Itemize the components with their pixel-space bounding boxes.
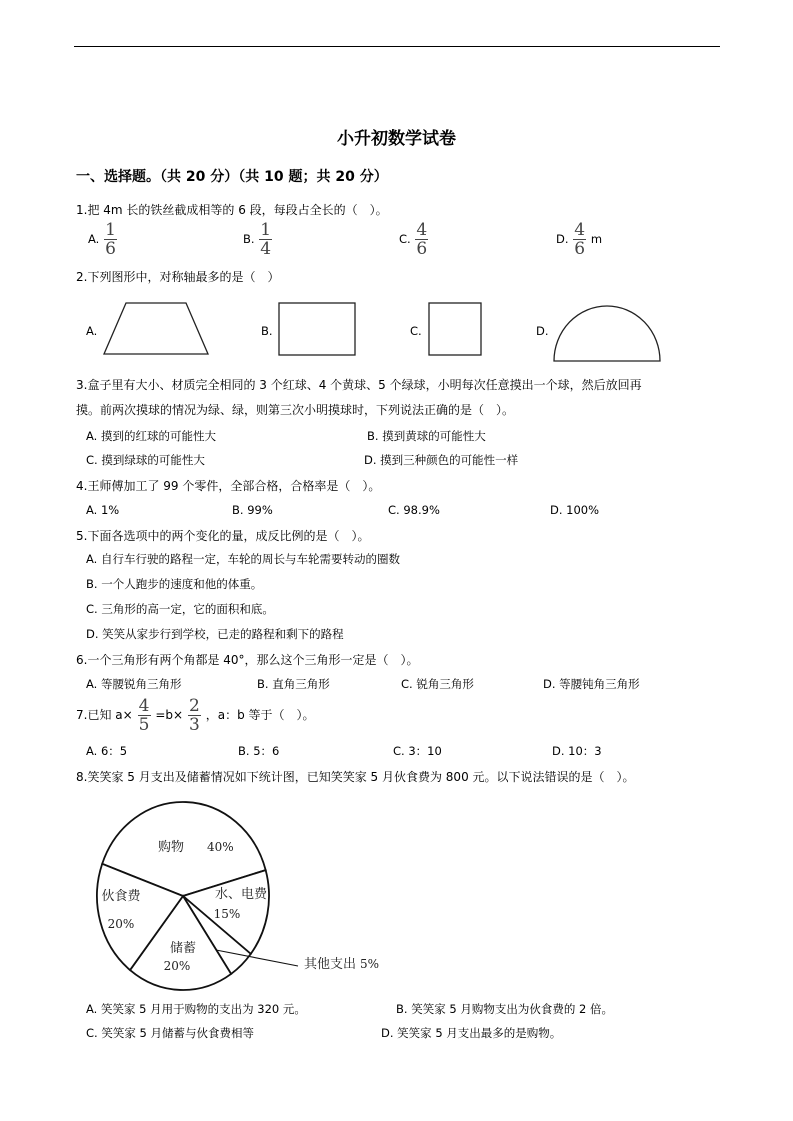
q7-option-b[interactable]: B. 5：6 — [238, 744, 280, 758]
q7-fraction-1: $\frac{4}{5}$ — [138, 696, 150, 735]
page-title: 小升初数学试卷 — [337, 129, 456, 149]
section-heading: 一、选择题。（共 20 分）（共 10 题；共 20 分） — [76, 169, 388, 185]
q4-option-a[interactable]: A. 1% — [86, 503, 120, 517]
square-figure — [426, 300, 486, 358]
q2-option-a[interactable]: A. — [86, 324, 98, 338]
q2-option-d[interactable]: D. — [536, 324, 549, 338]
q1-option-c[interactable]: C. $\frac{4}{6}$ — [399, 220, 428, 259]
q8-option-c[interactable]: C. 笑笑家 5 月储蓄与伙食费相等 — [86, 1026, 254, 1040]
q5-option-d[interactable]: D. 笑笑从家步行到学校，已走的路程和剩下的路程 — [86, 627, 344, 641]
q5-option-b[interactable]: B. 一个人跑步的速度和他的体重。 — [86, 577, 263, 591]
q7-option-c[interactable]: C. 3：10 — [393, 744, 442, 758]
q8-option-a[interactable]: A. 笑笑家 5 月用于购物的支出为 320 元。 — [86, 1002, 306, 1016]
pie-percent-label: 15% — [213, 907, 241, 921]
header-rule — [74, 46, 720, 47]
q1-option-a[interactable]: A. $\frac{1}{6}$ — [88, 220, 116, 259]
q2-option-b[interactable]: B. — [261, 324, 273, 338]
semicircle-figure — [550, 302, 664, 364]
q4-stem: 4.王师傅加工了 99 个零件，全部合格，合格率是（ ）。 — [76, 479, 381, 493]
q3-option-a[interactable]: A. 摸到的红球的可能性大 — [86, 429, 216, 443]
rectangle-figure — [276, 300, 358, 358]
pie-label: 其他支出 — [304, 957, 357, 972]
q1-c-fraction: $\frac{4}{6}$ — [416, 220, 428, 259]
q7-stem: 7.已知 a× $\frac{4}{5}$ =b× $\frac{2}{3}$ ，a：b 等于（ ）。 — [76, 696, 315, 735]
pie-percent-label: 40% — [207, 840, 234, 854]
q2-stem: 2.下列图形中，对称轴最多的是（ ） — [76, 270, 280, 284]
q8-option-d[interactable]: D. 笑笑家 5 月支出最多的是购物。 — [381, 1026, 562, 1040]
q1-d-fraction: $\frac{4}{6}$ — [574, 220, 586, 259]
q6-option-b[interactable]: B. 直角三角形 — [257, 677, 330, 691]
pie-percent-label: 20% — [163, 959, 191, 973]
q8-stem: 8.笑笑家 5 月支出及储蓄情况如下统计图，已知笑笑家 5 月伙食费为 800 元。以下说法错误的是（ ）。 — [76, 770, 635, 784]
q6-option-a[interactable]: A. 等腰锐角三角形 — [86, 677, 182, 691]
pie-chart — [88, 796, 398, 996]
q8-option-b[interactable]: B. 笑笑家 5 月购物支出为伙食费的 2 倍。 — [396, 1002, 613, 1016]
pie-percent-label: 5% — [360, 957, 380, 971]
pie-label: 水、电费 — [214, 887, 268, 902]
pie-percent-label: 20% — [107, 917, 135, 931]
q6-option-d[interactable]: D. 等腰钝角三角形 — [543, 677, 640, 691]
q3-stem-line1: 3.盒子里有大小、材质完全相同的 3 个红球、4 个黄球、5 个绿球，小明每次任意摸出一个球，然后放回再 — [76, 378, 642, 392]
q6-option-c[interactable]: C. 锐角三角形 — [401, 677, 474, 691]
q1-b-fraction: $\frac{1}{4}$ — [260, 220, 272, 259]
q3-option-c[interactable]: C. 摸到绿球的可能性大 — [86, 453, 205, 467]
q3-option-d[interactable]: D. 摸到三种颜色的可能性一样 — [364, 453, 519, 467]
q4-option-c[interactable]: C. 98.9% — [388, 503, 440, 517]
q1-option-d[interactable]: D. $\frac{4}{6}$ m — [556, 220, 603, 259]
q2-option-c[interactable]: C. — [410, 324, 422, 338]
q7-option-d[interactable]: D. 10：3 — [552, 744, 602, 758]
q7-fraction-2: $\frac{2}{3}$ — [188, 696, 200, 735]
q1-stem: 1.把 4m 长的铁丝截成相等的 6 段，每段占全长的（ ）。 — [76, 203, 388, 217]
q7-option-a[interactable]: A. 6：5 — [86, 744, 128, 758]
q5-stem: 5.下面各选项中的两个变化的量，成反比例的是（ ）。 — [76, 529, 370, 543]
q4-option-d[interactable]: D. 100% — [550, 503, 600, 517]
q3-option-b[interactable]: B. 摸到黄球的可能性大 — [367, 429, 486, 443]
pie-label: 储蓄 — [169, 941, 197, 956]
q6-stem: 6.一个三角形有两个角都是 40°，那么这个三角形一定是（ ）。 — [76, 653, 419, 667]
q1-a-fraction: $\frac{1}{6}$ — [105, 220, 116, 259]
q4-option-b[interactable]: B. 99% — [232, 503, 273, 517]
trapezoid-figure — [100, 300, 212, 358]
pie-label: 伙食费 — [101, 889, 141, 904]
pie-label: 购物 — [157, 840, 185, 855]
q3-stem-line2: 摸。前两次摸球的情况为绿、绿，则第三次小明摸球时，下列说法正确的是（ ）。 — [76, 403, 515, 417]
q5-option-c[interactable]: C. 三角形的高一定，它的面积和底。 — [86, 602, 274, 616]
q5-option-a[interactable]: A. 自行车行驶的路程一定，车轮的周长与车轮需要转动的圈数 — [86, 552, 400, 566]
q1-option-b[interactable]: B. $\frac{1}{4}$ — [243, 220, 272, 259]
